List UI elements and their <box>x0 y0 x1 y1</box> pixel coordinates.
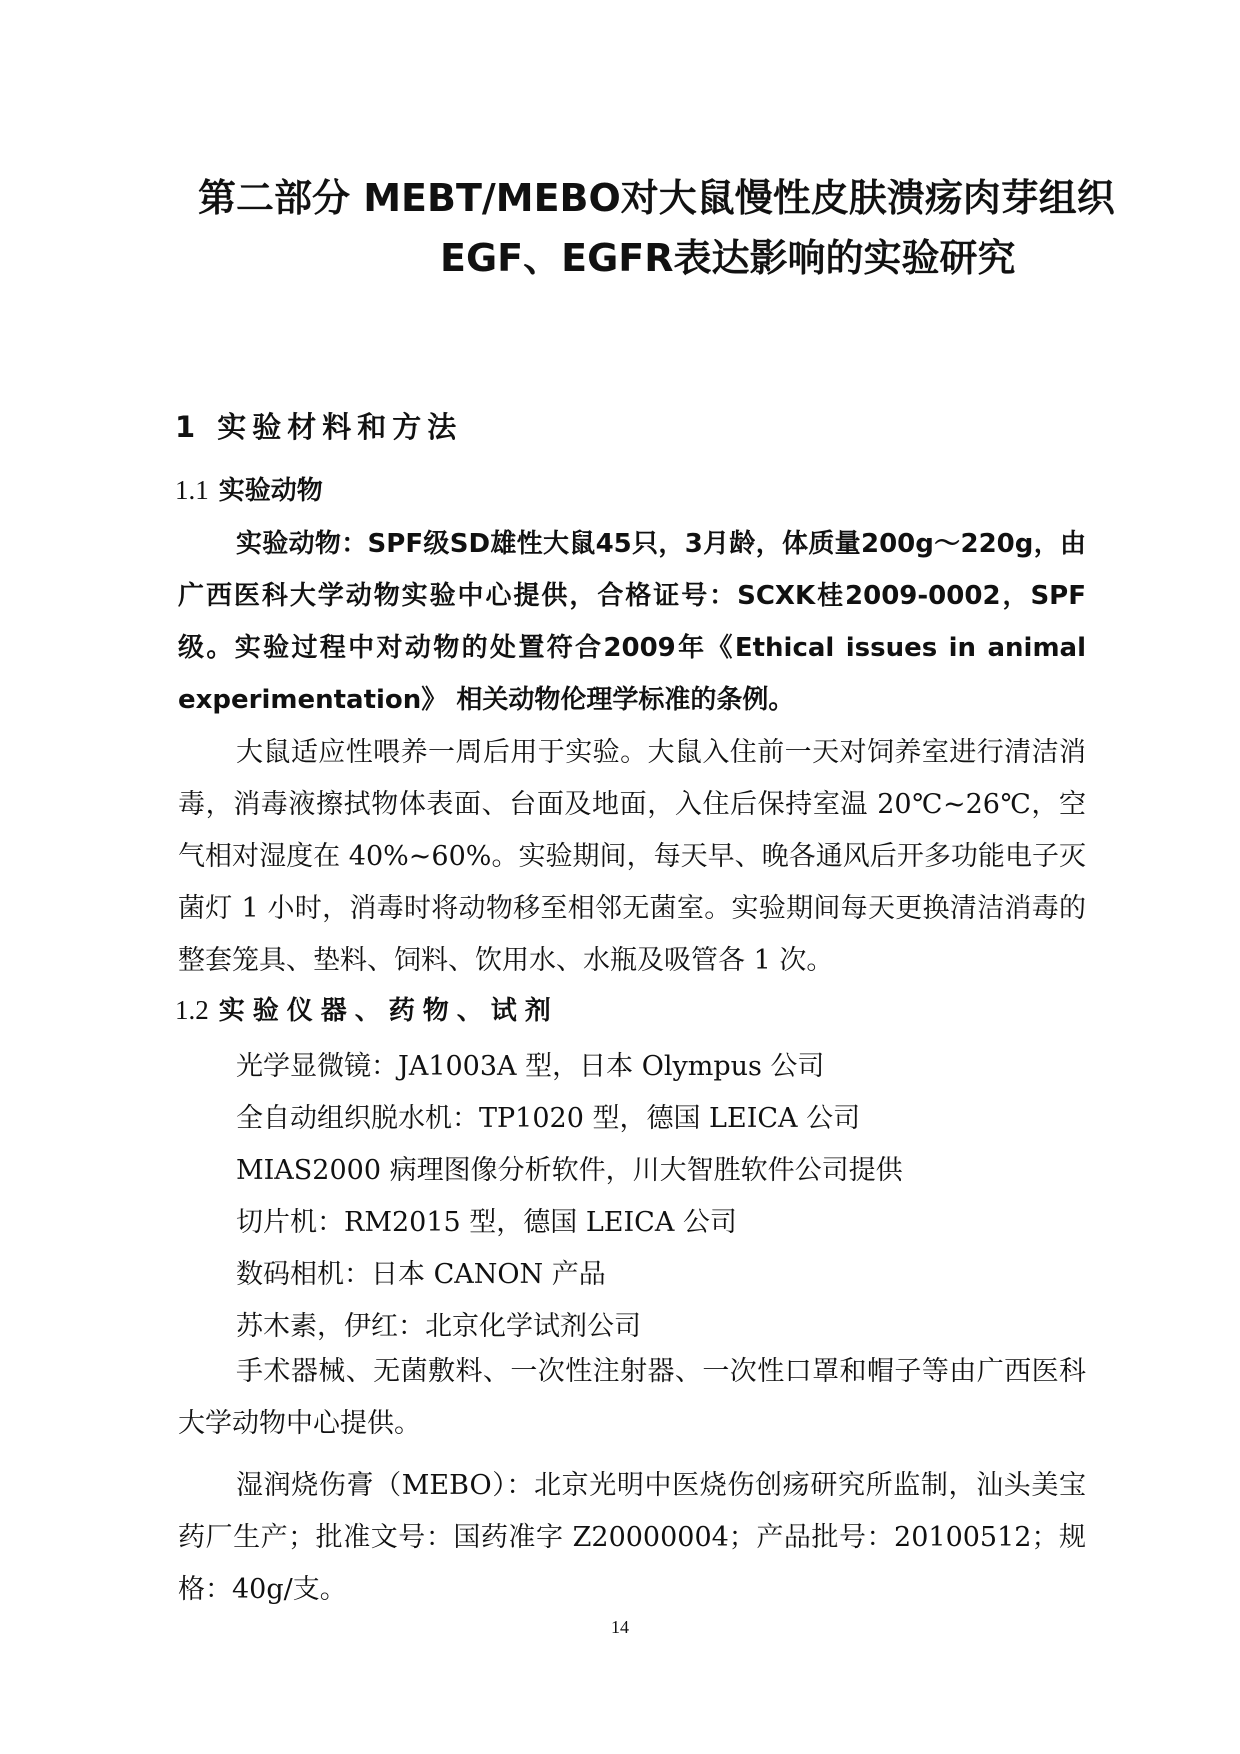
paragraph-housing: 大鼠适应性喂养一周后用于实验。大鼠入住前一天对饲养室进行清洁消毒，消毒液擦拭物体表面、台面及地面，入住后保持室温 20℃~26℃，空气相对湿度在 40%~60%。实验期间，每天早、晚各通风后开多功能电子灭菌灯 1 小时，消毒时将动物移至相邻无菌室。实验期间每天更换清洁消毒的整套笼具、垫料、饲料、饮用水、水瓶及吸管各 1 次。 <box>178 737 1086 976</box>
subsection-heading-1-2 <box>175 990 559 1027</box>
list-item: 全自动组织脱水机：TP1020 型，德国 LEICA 公司 <box>236 1103 861 1134</box>
title-line-1: 第二部分 MEBT/MEBO对大鼠慢性皮肤溃疡肉芽组织 <box>198 176 1115 220</box>
paragraph-animals: 实验动物：SPF级SD雄性大鼠45只，3月龄，体质量200g～220g，由广西医科大学动物实验中心提供，合格证号：SCXK桂2009-0002，SPF级。实验过程中对动物的处置符合2009年《Ethical issues in animal experimentation》 相关动物伦理学标准的条例。 <box>178 529 1086 715</box>
list-item: 切片机：RM2015 型，德国 LEICA 公司 <box>236 1207 737 1238</box>
list-item: 苏木素，伊红：北京化学试剂公司 <box>236 1311 641 1342</box>
subsection-label: 实验动物 <box>218 476 323 506</box>
subsection-number: 1.1 <box>175 475 209 505</box>
section-heading-1: 1 实验材料和方法 <box>175 410 463 444</box>
subsection-label: 实验仪器、药物、试剂 <box>218 996 559 1026</box>
list-item: 光学显微镜：JA1003A 型，日本 Olympus 公司 <box>236 1051 825 1082</box>
page-title <box>130 168 1115 288</box>
title-line-2: EGF、EGFR表达影响的实验研究 <box>440 236 1016 280</box>
subsection-heading-1-1 <box>175 470 323 507</box>
paragraph-instruments: 手术器械、无菌敷料、一次性注射器、一次性口罩和帽子等由广西医科大学动物中心提供。 <box>178 1356 1086 1439</box>
page-number: 14 <box>611 1617 629 1637</box>
paragraph-mebo: 湿润烧伤膏（MEBO）：北京光明中医烧伤创疡研究所监制，汕头美宝药厂生产；批准文号：国药准字 Z20000004；产品批号：20100512；规格：40g/支。 <box>178 1470 1086 1605</box>
list-item: 数码相机：日本 CANON 产品 <box>236 1259 606 1290</box>
list-item: MIAS2000 病理图像分析软件，川大智胜软件公司提供 <box>236 1155 903 1186</box>
subsection-number: 1.2 <box>175 995 209 1025</box>
